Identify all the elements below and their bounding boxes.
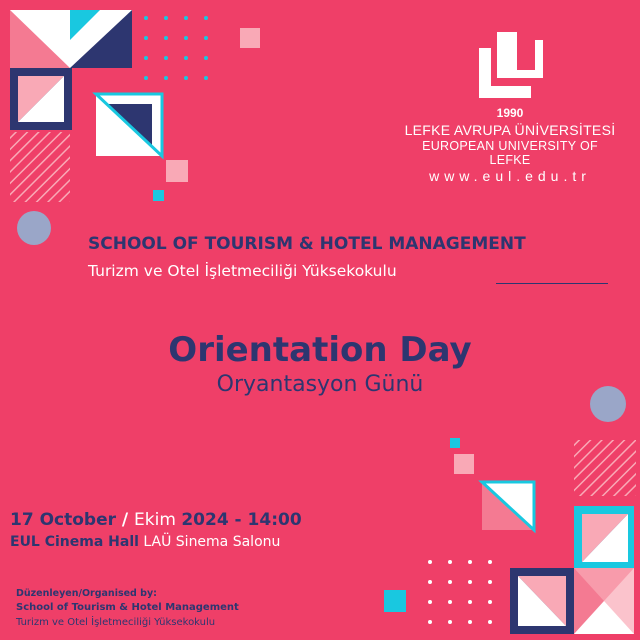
square-cyan	[384, 590, 406, 612]
square-cyan	[450, 438, 460, 448]
square-pink	[240, 28, 260, 48]
event-title: Orientation Day	[168, 330, 472, 370]
university-logo	[400, 30, 620, 184]
organiser-name-en: School of Tourism & Hotel Management	[16, 602, 239, 613]
date-separator: /	[116, 510, 135, 530]
hatched-block	[574, 440, 636, 496]
venue-en: EUL Cinema Hall	[10, 534, 139, 550]
hatched-block	[10, 132, 70, 202]
school-name-en: SCHOOL OF TOURISM & HOTEL MANAGEMENT	[88, 234, 526, 254]
circle-grey	[17, 211, 51, 245]
university-name-en: EUROPEAN UNIVERSITY OF LEFKE	[422, 139, 598, 167]
event-date	[10, 510, 302, 530]
square-pink	[454, 454, 474, 474]
event-venue	[10, 534, 280, 550]
university-name-tr: LEFKE AVRUPA ÜNİVERSİTESİ	[404, 122, 616, 138]
top-left-shapes	[10, 10, 260, 245]
eul-logo-icon	[475, 30, 545, 100]
date-time: 2024 - 14:00	[181, 510, 302, 530]
dot-grid	[144, 16, 208, 80]
date-en: 17 October	[10, 510, 116, 530]
event-subtitle: Oryantasyon Günü	[216, 372, 424, 397]
date-tr: Ekim	[134, 510, 176, 530]
school-name-tr: Turizm ve Otel İşletmeciliği Yüksekokulu	[88, 262, 397, 280]
organiser-name-tr: Turizm ve Otel İşletmeciliği Yüksekokulu	[16, 617, 216, 628]
organiser-label: Düzenleyen/Organised by:	[16, 588, 157, 599]
dot-grid	[428, 560, 492, 624]
divider-line	[496, 283, 608, 284]
square-pink	[166, 160, 188, 182]
university-website: www.eul.edu.tr	[429, 168, 591, 184]
square-cyan	[153, 190, 164, 201]
logo-year: 1990	[496, 106, 524, 120]
venue-tr: LAÜ Sinema Salonu	[143, 534, 281, 550]
